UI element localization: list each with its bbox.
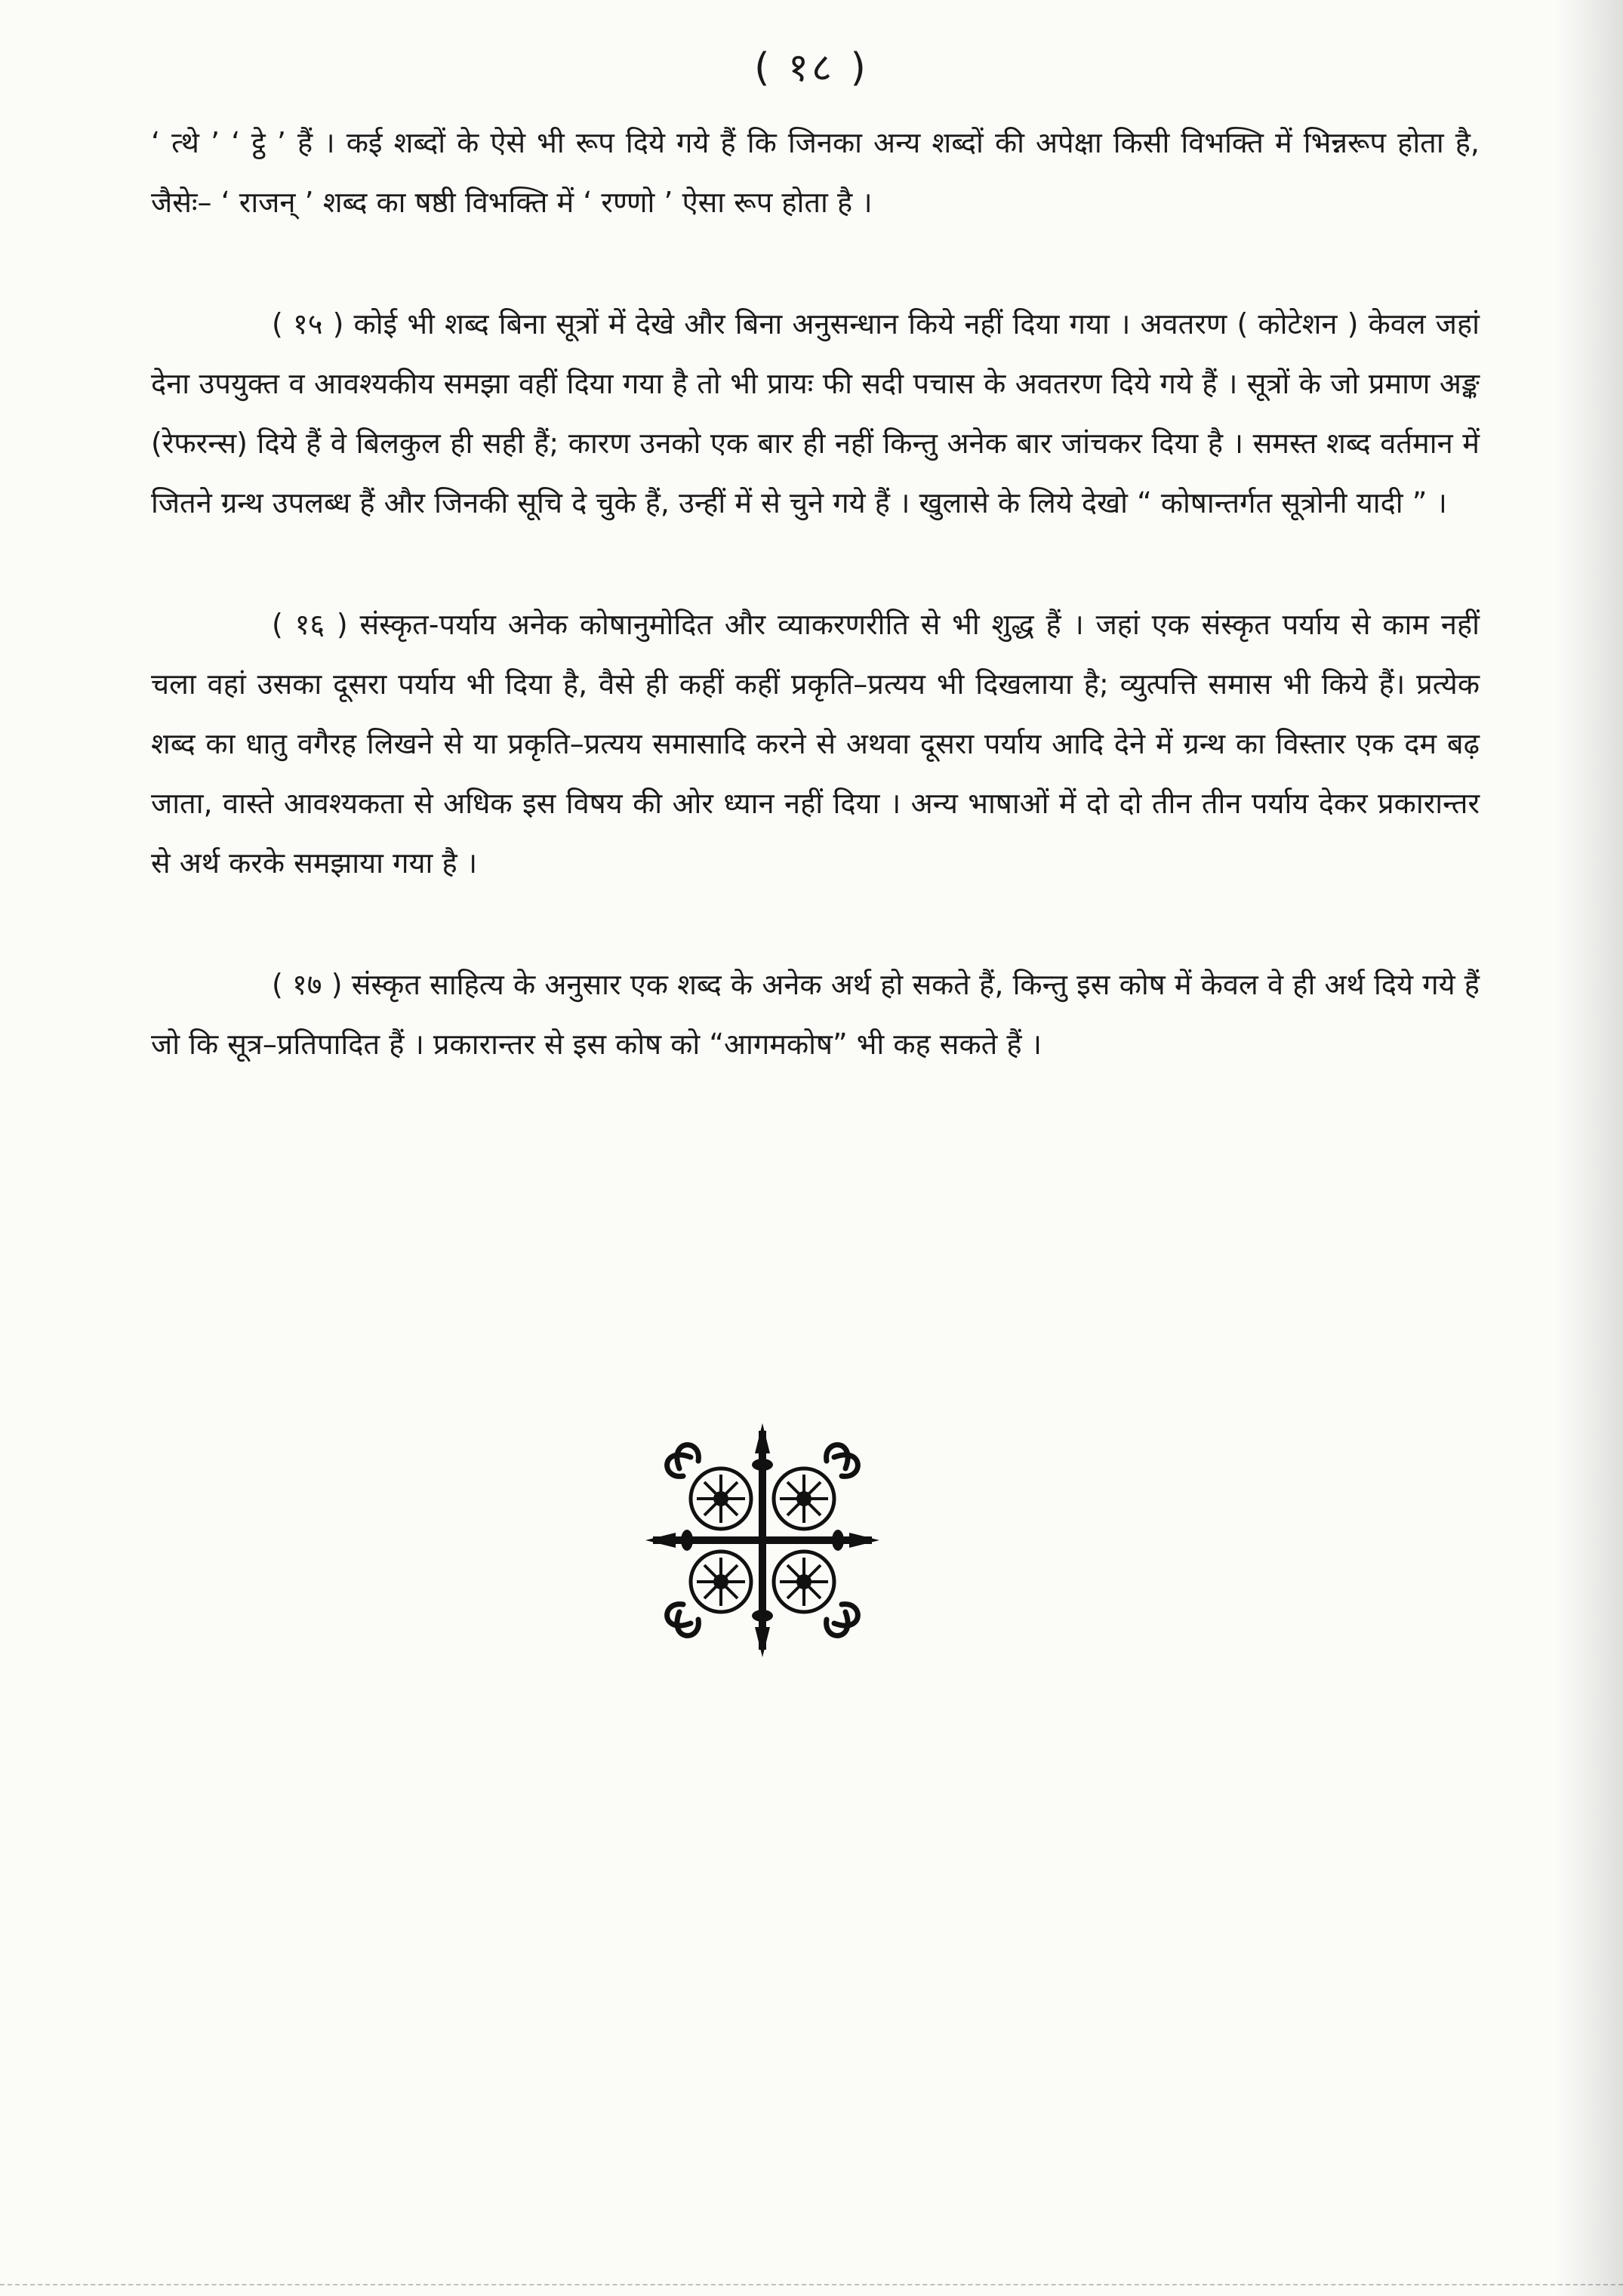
floral-ornament-icon <box>645 1423 879 1657</box>
paragraph-15: ( १५ ) कोई भी शब्द बिना सूत्रों में देखे और बिना अनुसन्धान किये नहीं दिया गया । अवतरण ( कोटेशन ) केवल जहां देना उपयुक्त व आवश्यकीय समझा वहीं दिया गया है तो भी प्रायः फी सदी पचास के अवतरण दिये गये हैं । सूत्रों के जो प्रमाण अङ्क (रेफरन्स) दिये हैं वे बिलकुल ही सही हैं; कारण उनको एक बार ही नहीं किन्तु अनेक बार जांचकर दिया है । समस्त शब्द वर्तमान में जितने ग्रन्थ उपलब्ध हैं और जिनकी सूचि दे चुके हैं, उन्हीं में से चुने गये हैं । खुलासे के लिये देखो “ कोषान्तर्गत सूत्रोनी यादी ” । <box>151 307 1480 519</box>
scan-bottom-edge <box>0 2284 1623 2296</box>
paragraph-17: ( १७ ) संस्कृत साहित्य के अनुसार एक शब्द के अनेक अर्थ हो सकते हैं, किन्तु इस कोष में केवल वे ही अर्थ दिये गये हैं जो कि सूत्र–प्रतिपादित हैं । प्रकारान्तर से इस कोष को “आगमकोष” भी कह सकते हैं । <box>151 968 1480 1061</box>
document-body <box>151 113 1480 1074</box>
paragraph-16: ( १६ ) संस्कृत-पर्याय अनेक कोषानुमोदित और व्याकरणरीति से भी शुद्ध हैं । जहां एक संस्कृत पर्याय से काम नहीं चला वहां उसका दूसरा पर्याय भी दिया है, वैसे ही कहीं कहीं प्रकृति–प्रत्यय भी दिखलाया है; व्युत्पत्ति समास भी किये हैं। प्रत्येक शब्द का धातु वगैरह लिखने से या प्रकृति–प्रत्यय समासादि करने से अथवा दूसरा पर्याय आदि देने में ग्रन्थ का विस्तार एक दम बढ़ जाता, वास्ते आवश्यकता से अधिक इस विषय की ओर ध्यान नहीं दिया । अन्य भाषाओं में दो दो तीन तीन पर्याय देकर प्रकारान्तर से अर्थ करके समझाया गया है । <box>151 608 1480 880</box>
scan-edge-shadow <box>1555 0 1623 2296</box>
page-number: ( १८ ) <box>754 45 869 91</box>
paragraph-continued: ‘ त्थे ’ ‘ ट्ठे ’ हैं । कई शब्दों के ऐसे भी रूप दिये गये हैं कि जिनका अन्य शब्दों की अपेक्षा किसी विभक्ति में भिन्नरूप होता है, जैसेः– ‘ राजन् ’ शब्द का षष्ठी विभक्ति में ‘ रण्णो ’ ऐसा रूप होता है । <box>151 126 1480 219</box>
